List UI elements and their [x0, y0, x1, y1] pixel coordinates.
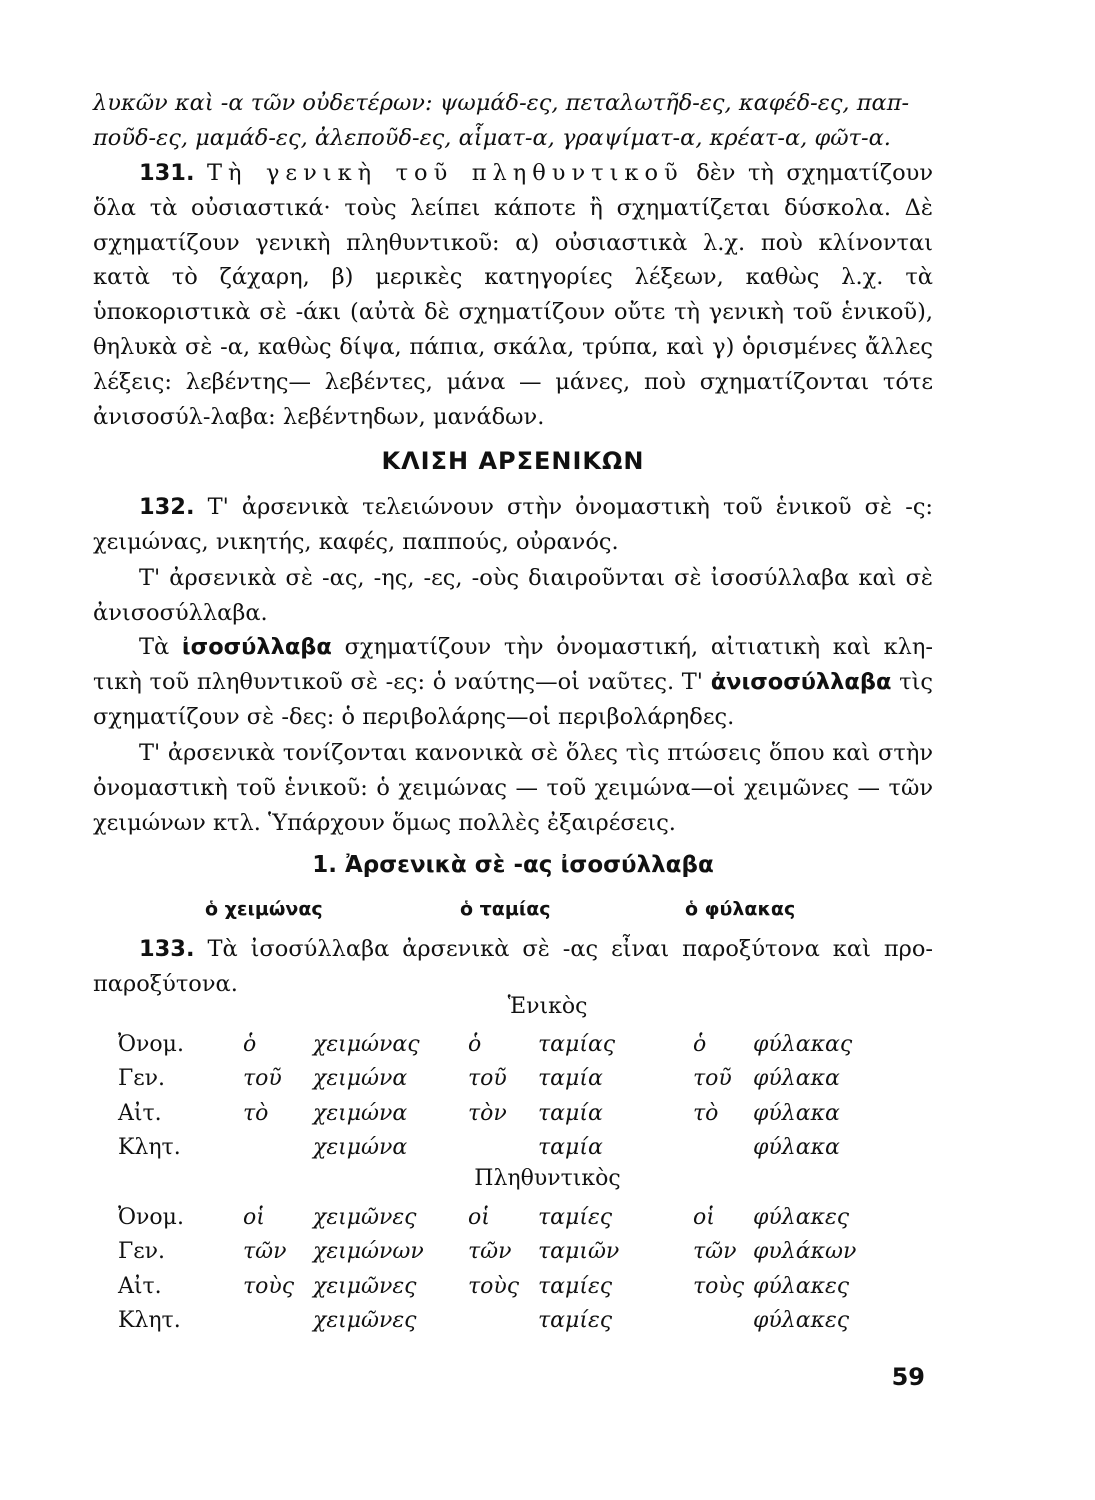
text-part: τὶς σχηματίζουν σὲ -δες: ὁ περιβολάρης—οἱ περιβολάρηδες. — [93, 668, 934, 730]
article: τοῦ — [468, 1066, 507, 1092]
table-row — [118, 1304, 873, 1339]
noun-form: ταμίας — [538, 1031, 616, 1057]
article: τοὺς — [693, 1273, 745, 1299]
article: ὁ — [468, 1031, 482, 1057]
noun-form: χειμώνα — [313, 1135, 408, 1161]
noun-form: φύλακες — [753, 1273, 850, 1299]
section-title: ΚΛΙΣΗ ΑΡΣΕΝΙΚΩΝ — [381, 447, 645, 475]
noun-form: φύλακα — [753, 1100, 840, 1126]
noun-form: ταμίες — [538, 1273, 613, 1299]
intro-line-2: ποῦδ-ες, μαμάδ-ες, ἀλεποῦδ-ες, αἷματ-α, γραψίματ-α, κρέατ-α, φῶτ-α. — [93, 124, 891, 151]
noun-form: ταμίες — [538, 1308, 613, 1334]
noun-form: ταμία — [538, 1100, 603, 1126]
noun-form: χειμώνα — [313, 1066, 408, 1092]
example-word: ὁ ταμίας — [460, 898, 551, 920]
example-word: ὁ χειμώνας — [205, 898, 323, 920]
term-anisosyllaba: ἀνισοσύλλαβα — [710, 668, 892, 695]
noun-form: ταμιῶν — [538, 1239, 620, 1265]
plural-label: Πληθυντικὸς — [474, 1166, 621, 1191]
paragraph-132-d: Τ' ἀρσενικὰ τονίζονται κανονικὰ σὲ ὅλες τὶς πτώσεις ὅπου καὶ στὴν ὀνομαστικὴ τοῦ ἑνικοῦ: ὁ χειμώνας — τοῦ χειμώνα—οἱ χειμῶνες — τῶν χειμώνων κτλ. Ὑπάρχουν ὅμως πολλὲς ἐξαιρέσεις. — [93, 740, 933, 836]
noun-form: φύλακα — [753, 1066, 840, 1092]
paragraph-132-c — [93, 630, 933, 734]
article: ὁ — [243, 1031, 257, 1057]
case-label: Αἰτ. — [118, 1273, 162, 1299]
noun-form: χειμώνων — [313, 1239, 424, 1265]
table-row — [118, 1200, 873, 1235]
noun-form: φυλάκων — [753, 1239, 857, 1265]
noun-form: χειμώνα — [313, 1100, 408, 1126]
paragraph-number: 131. — [139, 160, 195, 186]
case-label: Κλητ. — [118, 1135, 181, 1161]
table-row — [118, 1062, 873, 1097]
article — [243, 1304, 313, 1339]
article: οἱ — [243, 1204, 265, 1230]
noun-form: χειμῶνες — [313, 1308, 417, 1334]
paragraph-number: 132. — [139, 494, 195, 520]
article: τῶν — [243, 1239, 287, 1265]
noun-form: χειμώνας — [313, 1031, 420, 1057]
singular-label: Ἑνικὸς — [507, 994, 588, 1019]
noun-form: ταμία — [538, 1066, 603, 1092]
term-isosyllaba: ἰσοσύλλαβα — [181, 634, 332, 660]
article: τῶν — [693, 1239, 737, 1265]
noun-form: χειμῶνες — [313, 1273, 417, 1299]
noun-form: ταμίες — [538, 1204, 613, 1230]
example-words — [0, 898, 1095, 928]
article: τοῦ — [243, 1066, 282, 1092]
case-label: Γεν. — [118, 1239, 166, 1265]
paragraph-133 — [93, 932, 933, 1002]
paragraph-132-b: Τ' ἀρσενικὰ σὲ -ας, -ης, -ες, -οὺς διαιροῦνται σὲ ἰσοσύλλαβα καὶ σὲ ἀνισοσύλλαβα. — [93, 565, 933, 626]
noun-form: φύλακες — [753, 1204, 850, 1230]
paragraph-lead: Τὴ γενικὴ τοῦ πληθυντικοῦ — [207, 160, 684, 186]
case-label: Αἰτ. — [118, 1100, 162, 1126]
case-label: Κλητ. — [118, 1308, 181, 1334]
paragraph-text: δὲν τὴ σχηματίζουν ὅλα τὰ οὐσιαστικά· τοὺς λείπει κάποτε ἢ σχηματίζεται δύσκολα. Δὲ σχηματίζουν γενικὴ πληθυντικοῦ: α) οὐσιαστικὰ λ.χ. ποὺ κλίνονται κατὰ τὸ ζάχαρη, β) μερικὲς κατηγορίες λέξεων, καθὼς λ.χ. τὰ ὑποκοριστικὰ σὲ -άκι (αὐτὰ δὲ σχηματίζουν οὔτε τὴ γενικὴ τοῦ ἑνικοῦ), θηλυκὰ σὲ -α, καθὼς δίψα, πάπια, σκάλα, τρύπα, καὶ γ) ὁρισμένες ἄλλες λέξεις: λεβέντης— λεβέντες, μάνα — μάνες, ποὺ σχηματίζονται τότε ἀνισοσύλ-λαβα: λεβέντηδων, μανάδων. — [93, 160, 934, 430]
case-label: Ὀνομ. — [118, 1204, 184, 1230]
paragraph-text: Τὰ ἰσοσύλλαβα ἀρσενικὰ σὲ -ας εἶναι παροξύτονα καὶ προ-παροξύτονα. — [93, 936, 933, 997]
text-part: σχηματίζουν τὴν ὀνομαστική, αἰτιατικὴ καὶ κλη-τικὴ τοῦ πληθυντικοῦ σὲ -ες: ὁ ναύτης—οἱ ναῦτες. Τ' — [93, 634, 933, 695]
article: τοὺς — [243, 1273, 295, 1299]
subsection-title: 1. Ἀρσενικὰ σὲ -ας ἰσοσύλλαβα — [312, 852, 714, 878]
paragraph-number: 133. — [139, 936, 195, 962]
intro-paragraph — [93, 86, 933, 156]
noun-form: φύλακα — [753, 1135, 840, 1161]
table-row — [118, 1131, 873, 1166]
text-part: Τὰ — [139, 634, 182, 660]
plural-table — [118, 1200, 873, 1338]
article: τῶν — [468, 1239, 512, 1265]
article — [468, 1304, 538, 1339]
table-row — [118, 1235, 873, 1270]
singular-table — [118, 1027, 873, 1165]
case-label: Ὀνομ. — [118, 1031, 184, 1057]
table-row — [118, 1027, 873, 1062]
paragraph-132 — [93, 490, 933, 560]
paragraph-131 — [93, 156, 933, 434]
page-number: 59 — [891, 1363, 925, 1391]
example-word: ὁ φύλακας — [685, 898, 796, 920]
article: οἱ — [693, 1204, 715, 1230]
article: τοὺς — [468, 1273, 520, 1299]
article: τοῦ — [693, 1066, 732, 1092]
article — [693, 1131, 753, 1166]
article — [243, 1131, 313, 1166]
article: τὸ — [243, 1100, 269, 1126]
noun-form: φύλακας — [753, 1031, 853, 1057]
article: τὸ — [693, 1100, 719, 1126]
intro-line-1: λυκῶν καὶ -α τῶν οὐδετέρων: ψωμάδ-ες, πεταλωτῆδ-ες, καφέδ-ες, παπ- — [93, 90, 910, 116]
noun-form: ταμία — [538, 1135, 603, 1161]
table-row — [118, 1096, 873, 1131]
article — [468, 1131, 538, 1166]
noun-form: φύλακες — [753, 1308, 850, 1334]
case-label: Γεν. — [118, 1066, 166, 1092]
table-row — [118, 1269, 873, 1304]
paragraph-text: Τ' ἀρσενικὰ τελειώνουν στὴν ὀνομαστικὴ τοῦ ἑνικοῦ σὲ -ς: χειμώνας, νικητής, καφές, παππούς, οὐρανός. — [93, 494, 933, 555]
noun-form: χειμῶνες — [313, 1204, 417, 1230]
article: ὁ — [693, 1031, 707, 1057]
article — [693, 1304, 753, 1339]
article: τὸν — [468, 1100, 507, 1126]
article: οἱ — [468, 1204, 490, 1230]
